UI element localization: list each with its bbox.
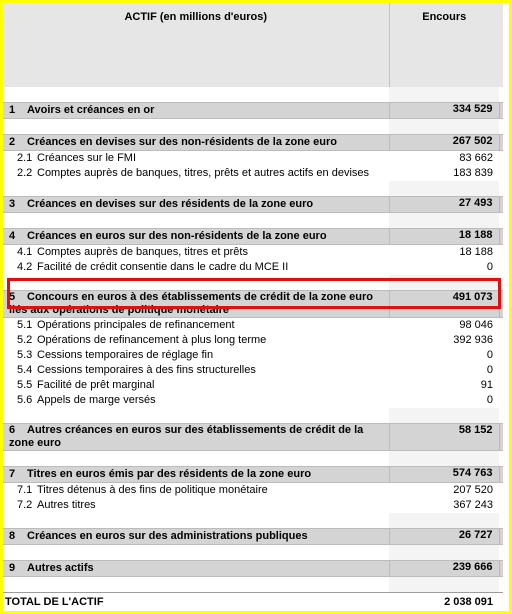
table-row (3, 363, 503, 378)
header-value: Encours (389, 3, 499, 87)
item-label: Facilité de crédit consentie dans le cadre du MCE II (37, 261, 289, 273)
item-label: Créances sur le FMI (37, 152, 137, 164)
section-row-3 (3, 197, 503, 213)
section-value: 27 493 (389, 197, 499, 213)
section-value: 18 188 (389, 229, 499, 245)
item-value: 367 243 (389, 498, 499, 513)
table-row (3, 483, 503, 499)
section-value: 574 763 (389, 467, 499, 483)
item-value: 91 (389, 378, 499, 393)
item-value: 0 (389, 260, 499, 275)
item-number: 5.4 (17, 364, 33, 376)
item-number: 4.2 (17, 261, 33, 273)
item-label: Facilité de prêt marginal (37, 379, 155, 391)
item-number: 5.6 (17, 394, 33, 406)
table-header (3, 3, 503, 87)
section-value: 267 502 (389, 135, 499, 151)
item-number: 5.5 (17, 379, 33, 391)
section-value: 334 529 (389, 103, 499, 119)
item-label: Cessions temporaires à des fins structurelles (37, 364, 256, 376)
item-number: 5.2 (17, 334, 33, 346)
section-number: 5 (9, 291, 16, 303)
section-row-6 (3, 424, 503, 451)
section-value: 491 073 (389, 291, 499, 318)
header-label: ACTIF (en millions d'euros) (3, 3, 389, 87)
item-value: 18 188 (389, 245, 499, 261)
item-label: Titres détenus à des fins de politique monétaire (37, 484, 268, 496)
table-row (3, 318, 503, 334)
section-label: Titres en euros émis par des résidents de la zone euro (27, 468, 312, 480)
table-row (3, 498, 503, 513)
item-value: 0 (389, 363, 499, 378)
table-row (3, 260, 503, 275)
item-number: 7.2 (17, 499, 33, 511)
item-value: 207 520 (389, 483, 499, 499)
section-label: Créances en devises sur des résidents de la zone euro (27, 198, 314, 210)
item-value: 98 046 (389, 318, 499, 334)
section-number: 9 (9, 562, 16, 574)
section-number: 8 (9, 530, 16, 542)
item-label: Opérations principales de refinancement (37, 319, 235, 331)
section-number: 3 (9, 198, 16, 210)
item-value: 392 936 (389, 333, 499, 348)
item-value: 183 839 (389, 166, 499, 181)
table-row (3, 166, 503, 181)
item-number: 4.1 (17, 246, 33, 258)
section-number: 4 (9, 230, 16, 242)
section-row-1 (3, 103, 503, 119)
section-value: 239 666 (389, 561, 499, 577)
item-number: 2.2 (17, 167, 33, 179)
section-row-8 (3, 529, 503, 545)
table-row (3, 245, 503, 261)
section-label: Autres créances en euros sur des établissements de crédit de la zone euro (9, 424, 364, 449)
item-number: 7.1 (17, 484, 33, 496)
section-number: 1 (9, 104, 16, 116)
table-row (3, 348, 503, 363)
section-row-5 (3, 291, 503, 318)
section-row-9 (3, 561, 503, 577)
item-label: Cessions temporaires de réglage fin (37, 349, 214, 361)
item-label: Appels de marge versés (37, 394, 156, 406)
table-row (3, 378, 503, 393)
total-row (3, 593, 503, 612)
item-label: Opérations de refinancement à plus long terme (37, 334, 267, 346)
total-value: 2 038 091 (389, 593, 499, 612)
section-number: 6 (9, 424, 16, 436)
section-label: Créances en euros sur des administrations publiques (27, 530, 308, 542)
item-label: Autres titres (37, 499, 96, 511)
section-label: Autres actifs (27, 562, 94, 574)
table-row (3, 393, 503, 408)
section-label: Avoirs et créances en or (27, 104, 155, 116)
item-value: 83 662 (389, 151, 499, 167)
section-number: 7 (9, 468, 16, 480)
section-label: Concours en euros à des établissements de crédit de la zone euro liés aux opérations de politique monétaire (9, 291, 373, 316)
item-label: Comptes auprès de banques, titres, prêts et autres actifs en devises (37, 167, 370, 179)
item-label: Comptes auprès de banques, titres et prêts (37, 246, 248, 258)
balance-sheet-table (3, 3, 503, 611)
item-value: 0 (389, 348, 499, 363)
section-label: Créances en euros sur des non-résidents de la zone euro (27, 230, 327, 242)
table-row (3, 151, 503, 167)
item-number: 2.1 (17, 152, 33, 164)
table-row (3, 333, 503, 348)
section-row-7 (3, 467, 503, 483)
item-number: 5.3 (17, 349, 33, 361)
section-value: 26 727 (389, 529, 499, 545)
item-number: 5.1 (17, 319, 33, 331)
total-label: TOTAL DE L'ACTIF (3, 593, 389, 612)
item-value: 0 (389, 393, 499, 408)
section-label: Créances en devises sur des non-résidents de la zone euro (27, 136, 337, 148)
section-row-2 (3, 135, 503, 151)
section-row-4 (3, 229, 503, 245)
section-number: 2 (9, 136, 16, 148)
section-value: 58 152 (389, 424, 499, 451)
